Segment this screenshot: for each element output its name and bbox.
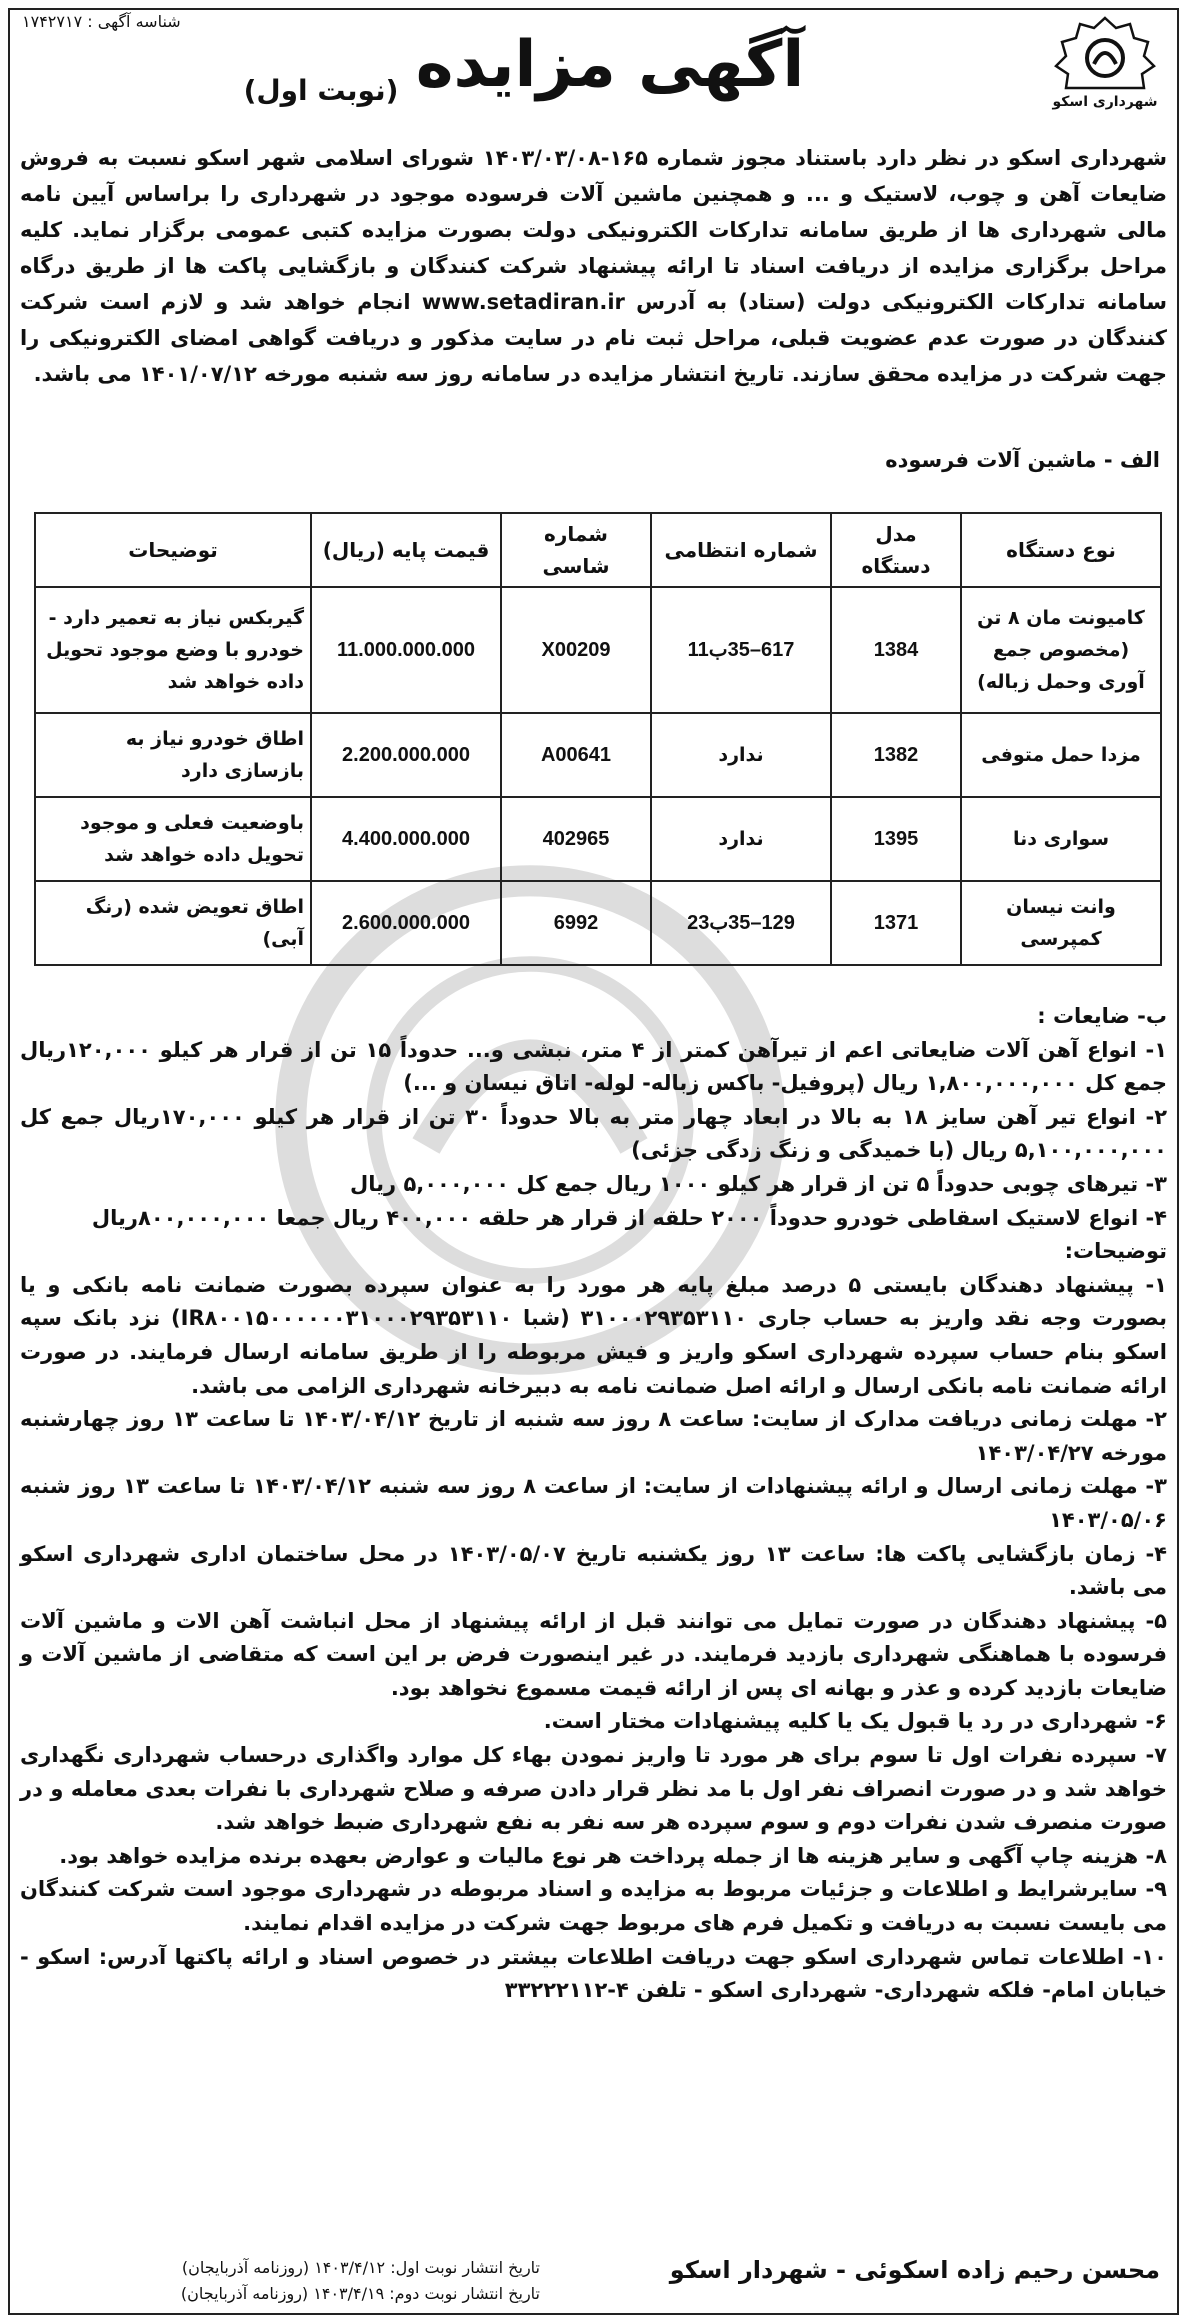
scrap-item: ۳- تیرهای چوبی حدوداً ۵ تن از قرار هر کیلو ۱۰۰۰ ریال جمع کل ۵,۰۰۰,۰۰۰ ریال: [350, 1171, 1167, 1196]
publish-dates: [20, 2255, 540, 2307]
table-row: [35, 881, 1161, 965]
cell-desc: باوضعیت فعلی و موجود تحویل داده خواهد شد: [35, 797, 311, 881]
scrap-item: ۴- انواع لاستیک اسقاطی خودرو حدوداً ۲۰۰۰ حلقه از قرار هر حلقه ۴۰۰,۰۰۰ ریال جمعا ۸۰۰,۰۰۰,۰۰۰ریال: [91, 1205, 1167, 1230]
table-row: [35, 797, 1161, 881]
header-model: مدل دستگاه: [831, 513, 961, 587]
scrap-item: ۲- انواع تیر آهن سایز ۱۸ به بالا در ابعاد چهار متر به بالا حدوداً ۳۰ تن از قرار هر کیلو ۱۷۰,۰۰۰ریال جمع کل ۵,۱۰۰,۰۰۰,۰۰۰ ریال (با خمیدگی و زنگ زدگی جزئی): [20, 1104, 1168, 1163]
notes-title: توضیحات:: [1064, 1239, 1167, 1264]
section-a-title: الف - ماشین آلات فرسوده: [885, 448, 1160, 472]
note-item: ۸- هزینه چاپ آگهی و سایر هزینه ها از جمله پرداخت هر نوع مالیات و عوارض بعهده برنده مزایده خواهد بود.: [59, 1843, 1167, 1868]
eskou-emblem-icon: [1050, 14, 1160, 94]
cell-chassis: 402965: [501, 797, 651, 881]
cell-chassis: X00209: [501, 587, 651, 713]
header-chassis: شماره شاسی: [501, 513, 651, 587]
cell-model: 1395: [831, 797, 961, 881]
cell-chassis: 6992: [501, 881, 651, 965]
table-row: [35, 713, 1161, 797]
page-title: آگهی مزایده: [415, 28, 805, 102]
cell-desc: اطاق خودرو نیاز به بازسازی دارد: [35, 713, 311, 797]
municipality-logo: [1050, 14, 1160, 124]
conditions-body: [20, 1000, 1167, 2008]
note-item: ۳- مهلت زمانی ارسال و ارائه پیشنهادات از سایت: از ساعت ۸ روز سه شنبه ۱۴۰۳/۰۴/۱۲ تا ساعت ۱۳ روز شنبه ۱۴۰۳/۰۵/۰۶: [20, 1474, 1167, 1532]
cell-plate: ندارد: [651, 713, 831, 797]
cell-price: 4.400.000.000: [311, 797, 501, 881]
vehicles-table: [34, 512, 1162, 966]
cell-type: کامیونت مان ۸ تن (مخصوص جمع آوری وحمل زباله): [961, 587, 1161, 713]
cell-chassis: A00641: [501, 713, 651, 797]
cell-price: 11.000.000.000: [311, 587, 501, 713]
intro-paragraph: شهرداری اسکو در نظر دارد باستناد مجوز شماره ۱۶۵-۱۴۰۳/۰۳/۰۸ شورای اسلامی شهر اسکو نسبت به فروش ضایعات آهن و چوب، لاستیک و ... و همچنین ماشین آلات فرسوده موجود در شهرداری را براساس آیین نامه مالی شهرداری ها از طریق سامانه تدارکات الکترونیکی دولت بصورت مزایده کتبی عمومی برگزار نماید. کلیه مراحل برگزاری مزایده از دریافت اسناد تا ارائه پیشنهاد شرکت کنندگان و بازگشایی پاکت ها از طریق درگاه سامانه تدارکات الکترونیکی دولت (ستاد) به آدرس www.setadiran.ir انجام خواهد شد و لازم است شرکت کنندگان در صورت عدم عضویت قبلی، مراحل ثبت نام در سایت مذکور و دریافت گواهی امضای الکترونیکی را جهت شرکت در مزایده محقق سازند. تاریخ انتشار مزایده در سامانه روز سه شنبه مورخه ۱۴۰۱/۰۷/۱۲ می باشد.: [20, 146, 1167, 386]
cell-model: 1371: [831, 881, 961, 965]
cell-model: 1384: [831, 587, 961, 713]
second-publish-date: تاریخ انتشار نوبت دوم: ۱۴۰۳/۴/۱۹ (روزنامه آذربایجان): [180, 2284, 540, 2303]
note-item: ۹- سایرشرایط و اطلاعات و جزئیات مربوط به مزایده و اسناد مربوطه در شهرداری موجود است شرکت کنندگان می بایست نسبت به دریافت و تکمیل فرم های مربوط جهت شرکت در مزایده اقدام نمایند.: [20, 1877, 1167, 1936]
cell-type: سواری دنا: [961, 797, 1161, 881]
cell-plate: 617–35ب11: [651, 587, 831, 713]
scrap-item: ۱- انواع آهن آلات ضایعاتی اعم از تیرآهن کمتر از ۴ متر، نبشی و... حدوداً ۱۵ تن از قرار هر کیلو ۱۲۰,۰۰۰ریال جمع کل ۱,۸۰۰,۰۰۰,۰۰۰ ریال (پروفیل- باکس زباله- لوله- اتاق نیسان و ...): [20, 1037, 1168, 1096]
mayor-signature: محسن رحیم زاده اسکوئی - شهردار اسکو: [669, 2256, 1160, 2284]
ad-code-value: ۱۷۴۲۷۱۷: [22, 12, 83, 31]
cell-model: 1382: [831, 713, 961, 797]
header-type: نوع دستگاه: [961, 513, 1161, 587]
cell-type: مزدا حمل متوفی: [961, 713, 1161, 797]
cell-type: وانت نیسان کمپرسی: [961, 881, 1161, 965]
note-item: ۵- پیشنهاد دهندگان در صورت تمایل می توانند قبل از ارائه پیشنهاد از محل انباشت آهن الات و ماشین آلات فرسوده با هماهنگی شهرداری بازدید فرمایند. در غیر اینصورت فرض بر این است که متقاضی از ماشین آلات و ضایعات بازدید کرده و عذر و بهانه ای پس از ارائه قیمت مسموع نخواهد بود.: [20, 1608, 1167, 1700]
note-item: ۱- پیشنهاد دهندگان بایستی ۵ درصد مبلغ پایه هر مورد را به عنوان سپرده بصورت ضمانت نامه بانکی و یا بصورت وجه نقد واریز به حساب جاری ۳۱۰۰۰۲۹۳۵۳۱۱۰ (شبا IR۸۰۰۱۵۰۰۰۰۰۰۳۱۰۰۰۲۹۳۵۳۱۱۰) نزد بانک سپه اسکو بنام حساب سپرده شهرداری اسکو واریز و فیش مربوطه را از طریق سامانه ارسال فرمایند. در صورت ارائه ضمانت نامه بانکی ارسال و ارائه اصل ضمانت نامه به دبیرخانه شهرداری الزامی می باشد.: [20, 1272, 1167, 1398]
cell-price: 2.200.000.000: [311, 713, 501, 797]
section-b-title: ب- ضایعات :: [1037, 1004, 1167, 1028]
ad-code: [22, 12, 212, 31]
round-label: (نوبت اول): [243, 74, 399, 107]
cell-plate: ندارد: [651, 797, 831, 881]
table-header-row: [35, 513, 1161, 587]
table-row: [35, 587, 1161, 713]
cell-desc: اطاق تعویض شده (رنگ آبی): [35, 881, 311, 965]
header-price: قیمت پایه (ریال): [311, 513, 501, 587]
logo-caption: شهرداری اسکو: [1052, 94, 1158, 110]
cell-desc: گیربکس نیاز به تعمیر دارد - خودرو با وضع موجود تحویل داده خواهد شد: [35, 587, 311, 713]
header-desc: توضیحات: [35, 513, 311, 587]
first-publish-date: تاریخ انتشار نوبت اول: ۱۴۰۳/۴/۱۲ (روزنامه آذربایجان): [181, 2258, 540, 2277]
cell-price: 2.600.000.000: [311, 881, 501, 965]
header-plate: شماره انتظامی: [651, 513, 831, 587]
ad-code-label: شناسه آگهی :: [87, 12, 181, 31]
note-item: ۲- مهلت زمانی دریافت مدارک از سایت: ساعت ۸ روز سه شنبه از تاریخ ۱۴۰۳/۰۴/۱۲ تا ساعت ۱۳ روز چهارشنبه مورخه ۱۴۰۳/۰۴/۲۷: [20, 1407, 1167, 1465]
note-item: ۶- شهرداری در رد یا قبول یک یا کلیه پیشنهادات مختار است.: [543, 1709, 1167, 1734]
note-item: ۷- سپرده نفرات اول تا سوم برای هر مورد تا واریز نمودن بهاء کل موارد واگذاری درحساب شهرداری نگهداری خواهد شد و در صورت انصراف نفر اول با مد نظر قرار دادن صرفه و صلاح شهرداری با نفرات بعدی معامله و در صورت منصرف شدن نفرات دوم و سوم سپرده هر سه نفر به نفع شهرداری ضبط خواهد شد.: [20, 1743, 1167, 1835]
note-item: ۱۰- اطلاعات تماس شهرداری اسکو جهت دریافت اطلاعات بیشتر در خصوص اسناد و ارائه پاکتها آدرس: اسکو - خیابان امام- فلکه شهرداری- شهرداری اسکو - تلفن ۴-۳۳۲۲۲۱۱۲: [20, 1944, 1167, 2003]
cell-plate: 129–35ب23: [651, 881, 831, 965]
note-item: ۴- زمان بازگشایی پاکت ها: ساعت ۱۳ روز یکشنبه تاریخ ۱۴۰۳/۰۵/۰۷ در محل ساختمان اداری شهرداری اسکو می باشد.: [20, 1541, 1167, 1600]
